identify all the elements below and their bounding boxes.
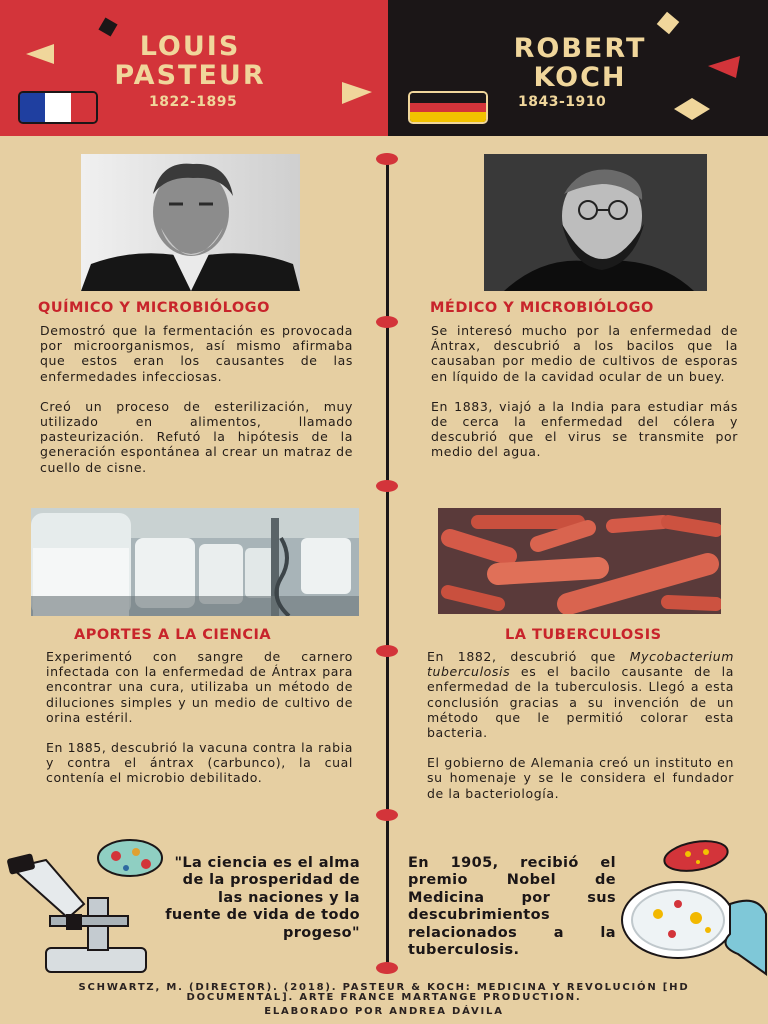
france-flag-icon xyxy=(18,91,98,124)
pasteur-quote: "La ciencia es el alma de la prosperidad de las naciones y la fuente de vida de todo progeso" xyxy=(165,855,360,941)
pasteur-contrib-p2: En 1885, descubrió la vacuna contra la rabia y contra el ántrax (carbunco), la cual contenía el microbio debilitado. xyxy=(46,740,353,786)
pasteur-bio-p1: Demostró que la fermentación es provocada por microorganismos, así mismo afirmaba que estos eran los causantes de las enfermedades infecciosas. xyxy=(40,323,353,384)
pasteur-last-name: PASTEUR xyxy=(114,60,266,91)
koch-portrait xyxy=(484,154,707,291)
triangle-deco-icon-3 xyxy=(706,54,742,80)
koch-bio xyxy=(431,323,738,460)
timeline-dot xyxy=(376,645,398,657)
pasteur-role-title: QUÍMICO Y MICROBIÓLOGO xyxy=(38,300,270,316)
petri-dish-icon xyxy=(618,834,768,984)
timeline-dot xyxy=(376,962,398,974)
koch-bio-p2: En 1883, viajó a la India para estudiar más de cerca la enfermedad del cólera y descubrió que el virus se transmite por medio del agua. xyxy=(431,398,738,460)
koch-first-name: ROBERT xyxy=(513,33,647,64)
koch-name xyxy=(430,34,730,92)
triangle-deco-icon xyxy=(22,42,56,66)
koch-contrib-p1: En 1882, descubrió que Mycobacterium tuberculosis es el bacilo causante de la enfermedad de la tuberculosis. Llegó a esta conclusión gracias a su invención de un método que le permitió colorar esta bacteria. xyxy=(427,649,734,741)
koch-bio-p1: Se interesó mucho por la enfermedad de Ántrax, descubrió a los bacilos que la causaban por medio de cultivos de esporas en líquido de la cavidad ocular de un buey. xyxy=(431,323,738,384)
koch-contrib-p2: El gobierno de Alemania creó un instituto en su homenaje y se le considera el fundador de la bacteriología. xyxy=(427,755,734,801)
timeline-dot xyxy=(376,153,398,165)
diamond-deco-icon xyxy=(95,14,121,40)
pasteur-years: 1822-1895 xyxy=(149,94,238,110)
diamond-deco-icon-2 xyxy=(655,10,681,36)
pasteur-bio-p2: Creó un proceso de esterilización, muy utilizado en alimentos, llamado pasteurización. Refutó la hipótesis de la generación espontánea al crear un matraz de cuello de cisne. xyxy=(40,398,353,475)
author-credit: ELABORADO POR ANDREA DÁVILA xyxy=(264,1006,504,1017)
triangle-deco-icon-2 xyxy=(340,80,374,106)
pasteur-name xyxy=(40,32,340,90)
koch-role-title: MÉDICO Y MICROBIÓLOGO xyxy=(430,300,654,316)
pasteurization-lab-photo xyxy=(31,508,359,616)
koch-nobel-text: En 1905, recibió el premio Nobel de Medicina por sus descubrimientos relacionados a la tuberculosis. xyxy=(408,855,616,959)
koch-last-name: KOCH xyxy=(533,62,627,93)
koch-years: 1843-1910 xyxy=(518,94,607,110)
pasteur-contrib xyxy=(46,649,353,786)
germany-flag-icon xyxy=(408,91,488,124)
species-name: Mycobacterium tuberculosis xyxy=(427,649,734,680)
citation-line-2: DOCUMENTAL]. ARTE FRANCE MARTANGE PRODUCTION. xyxy=(186,992,582,1003)
koch-contrib xyxy=(427,649,734,801)
bacteria-photo xyxy=(438,508,721,614)
pasteur-contrib-p1: Experimentó con sangre de carnero infectada con la enfermedad de Ántrax para encontrar una cura, utilizaba un método de diluciones simples y un medio de cultivo de orina estéril. xyxy=(46,649,353,725)
pasteur-contrib-title: APORTES A LA CIENCIA xyxy=(74,627,272,643)
pasteur-bio xyxy=(40,323,353,475)
timeline-dot xyxy=(376,316,398,328)
diamond-deco-icon-3 xyxy=(672,96,712,122)
citation-line-1: SCHWARTZ, M. (DIRECTOR). (2018). PASTEUR & KOCH: MEDICINA Y REVOLUCIÓN [HD xyxy=(78,982,690,993)
koch-contrib-title: LA TUBERCULOSIS xyxy=(505,627,662,643)
timeline-dot xyxy=(376,480,398,492)
timeline-dot xyxy=(376,809,398,821)
timeline-line xyxy=(386,158,389,970)
microscope-icon xyxy=(6,838,166,978)
pasteur-portrait xyxy=(81,154,300,291)
pasteur-first-name: LOUIS xyxy=(139,31,241,62)
